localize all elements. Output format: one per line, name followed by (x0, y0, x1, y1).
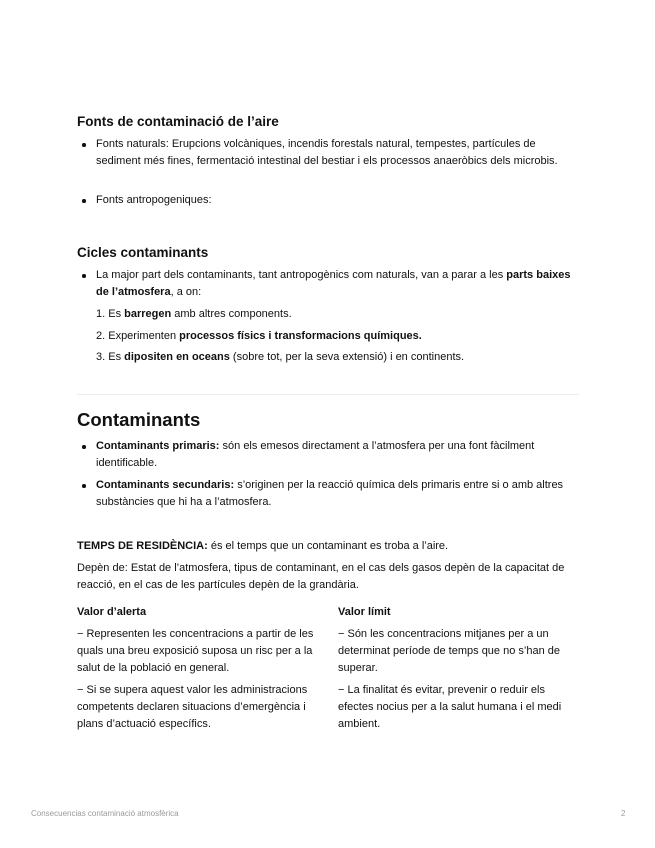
bullet-contaminants-primaris (77, 438, 577, 472)
bullet-text: Fonts naturals: Erupcions volcàniques, incendis forestals natural, tempestes, partícules de sediment més fines, fermentació intestinal del bestiar i els processos anaeròbics dels microbis. (96, 138, 558, 167)
column-heading: Valor d’alerta (77, 606, 147, 618)
bullet-dot (82, 484, 86, 488)
text-segment: La major part dels contaminants, tant antropogènics com naturals, van a parar a les (96, 269, 507, 281)
numbered-item-3 (96, 349, 576, 366)
section-title-cicles: Cicles contaminants (77, 245, 209, 260)
bullet-fonts-naturals (77, 136, 577, 170)
bold-segment: Contaminants primaris: (96, 440, 220, 452)
bullet-fonts-antropogeniques (77, 192, 577, 209)
bullet-major-part (77, 267, 577, 301)
column-paragraph: − Representen les concentracions a partir de les quals una breu exposició suposa un risc per a la salut de la població en general. (77, 628, 314, 674)
bold-segment: Contaminants secundaris: (96, 479, 235, 491)
column-heading: Valor límit (338, 606, 391, 618)
text-segment: s’originen per la reacció química dels primaris entre si o amb altres substàncies que hi ha a l’atmosfera. (96, 479, 564, 508)
bullet-text (96, 477, 577, 511)
numbered-item-2 (96, 328, 576, 345)
text-segment: 2. Experimenten (96, 330, 180, 342)
text-segment: 1. Es (96, 308, 125, 320)
bullet-text (96, 267, 577, 301)
text-segment: , a on: (170, 286, 202, 298)
text-segment: és el temps que un contaminant es troba a l’aire. (207, 540, 449, 552)
bullet-dot (82, 143, 86, 147)
text-segment: amb altres components. (171, 308, 292, 320)
text-segment: són els emesos directament a l’atmosfera per una font fàcilment identificable. (96, 440, 535, 469)
bold-segment: barregen (124, 308, 172, 320)
bold-segment: dipositen en oceans (124, 351, 230, 363)
text-segment: (sobre tot, per la seva extensió) i en continents. (229, 351, 465, 363)
numbered-item-1 (96, 306, 576, 323)
footer-title: Consecuencias contaminació atmosfèrica (31, 809, 179, 818)
bullet-contaminants-secundaris (77, 477, 577, 511)
bold-segment: parts baixes de l’atmosfera (96, 269, 571, 298)
bullet-text: Fonts antropogeniques: (96, 194, 212, 206)
bullet-dot (82, 445, 86, 449)
depen-de-paragraph: Depèn de: Estat de l’atmosfera, tipus de contaminant, en el cas dels gasos depèn de la capacitat de reacció, en el cas de les partícules depèn de la grandària. (77, 562, 565, 591)
section-title-fonts: Fonts de contaminació de l’aire (77, 114, 279, 129)
bullet-text (96, 438, 577, 472)
section-title-contaminants: Contaminants (77, 409, 201, 430)
column-valor-limit (338, 604, 578, 733)
bullet-dot (82, 274, 86, 278)
column-valor-alerta (77, 604, 317, 733)
column-paragraph: − Són les concentracions mitjanes per a un determinat període de temps que no s’han de superar. (338, 628, 560, 674)
column-paragraph: − La finalitat és evitar, prevenir o reduir els efectes nocius per a la salut humana i el medi ambient. (338, 684, 562, 730)
column-paragraph: − Si se supera aquest valor les administracions competents declaren situacions d’emergència i plans d’actuació específics. (77, 684, 308, 730)
text-segment: 3. Es (96, 351, 125, 363)
bold-segment: processos físics i transformacions químiques. (179, 330, 422, 342)
temps-residencia (77, 538, 579, 555)
bold-segment: TEMPS DE RESIDÈNCIA: (77, 540, 208, 552)
horizontal-divider (77, 394, 579, 395)
bullet-dot (82, 199, 86, 203)
page-number: 2 (621, 809, 626, 818)
